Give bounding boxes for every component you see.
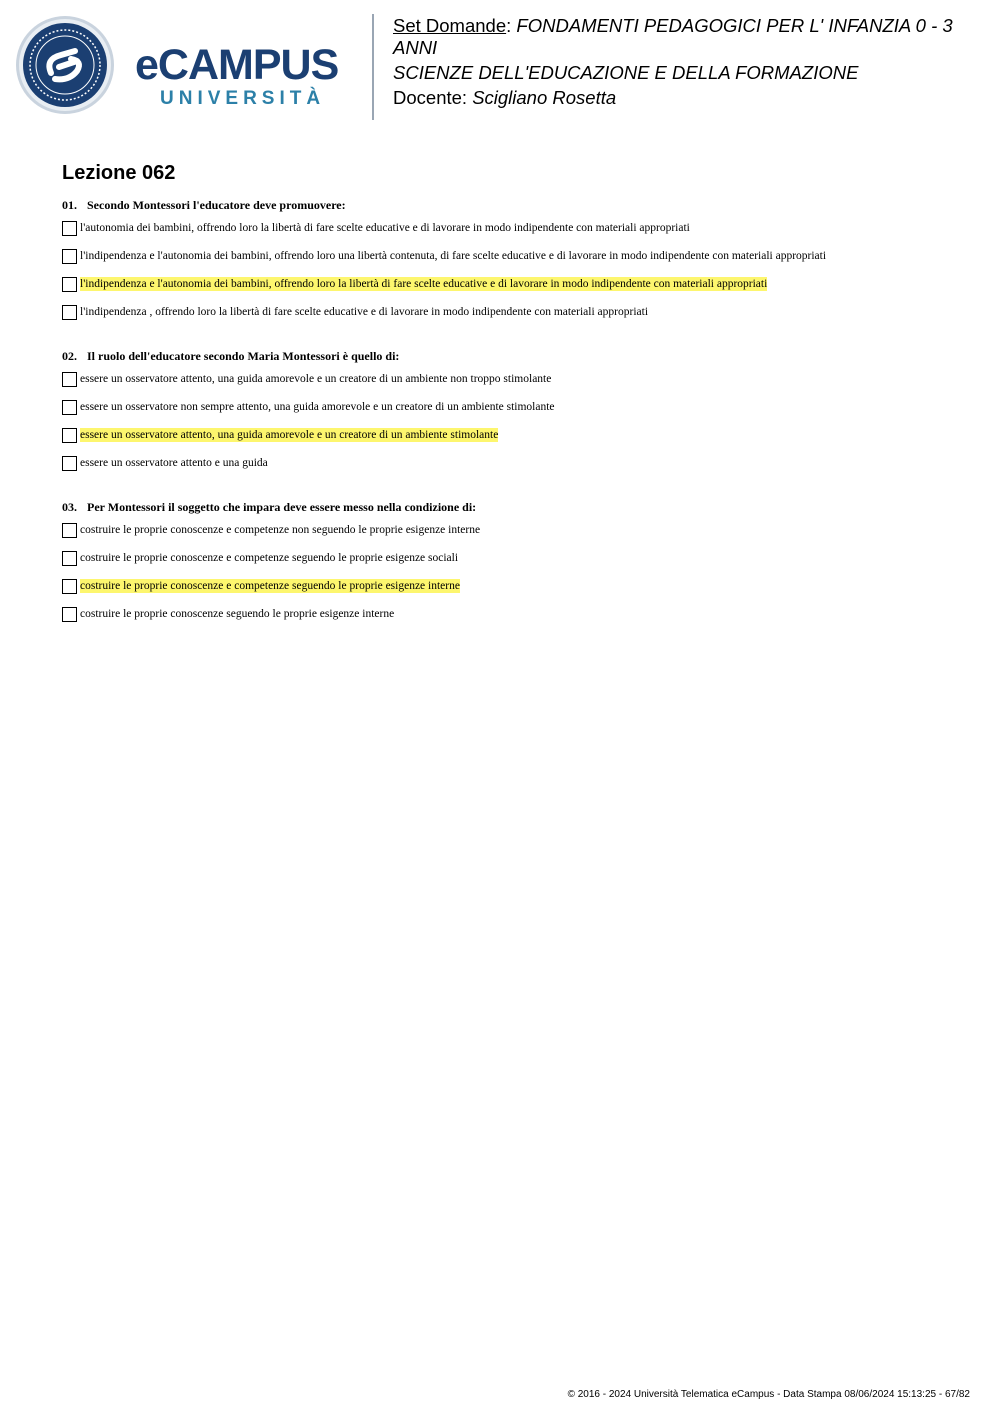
page-footer: © 2016 - 2024 Università Telematica eCampus - Data Stampa 08/06/2024 15:13:25 - 67/82 bbox=[567, 1389, 970, 1400]
answer-text: costruire le proprie conoscenze e competenze seguendo le proprie esigenze sociali bbox=[80, 552, 459, 564]
teacher-label: Docente: bbox=[393, 87, 468, 108]
answer-checkbox[interactable] bbox=[62, 428, 77, 443]
question-text: Secondo Montessori l'educatore deve promuovere: bbox=[87, 198, 346, 212]
set-label: Set Domande bbox=[393, 15, 507, 36]
answer-text: l'indipendenza e l'autonomia dei bambini, offrendo loro la libertà di fare scelte educative e di lavorare in modo indipendente con materiali appropriati bbox=[80, 278, 768, 290]
teacher-row bbox=[393, 87, 983, 109]
question-number: 03. bbox=[62, 500, 77, 514]
answer-option[interactable] bbox=[62, 600, 962, 628]
question-block bbox=[62, 498, 962, 628]
answer-checkbox[interactable] bbox=[62, 523, 77, 538]
set-title-line1: FONDAMENTI PEDAGOGICI PER L' INFANZIA 0 - 3 bbox=[516, 15, 953, 36]
set-title-row bbox=[393, 15, 983, 59]
answer-option[interactable] bbox=[62, 393, 962, 421]
answer-option[interactable] bbox=[62, 298, 962, 326]
answer-checkbox[interactable] bbox=[62, 372, 77, 387]
answer-text: l'indipendenza e l'autonomia dei bambini, offrendo loro una libertà contenuta, di fare scelte educative e di lavorare in modo indipendente con materiali appropriati bbox=[80, 250, 827, 262]
answer-checkbox[interactable] bbox=[62, 221, 77, 236]
ecampus-logo-subtitle: UNIVERSITÀ bbox=[160, 88, 326, 109]
answer-option[interactable] bbox=[62, 516, 962, 544]
answer-text: l'indipendenza , offrendo loro la libertà di fare scelte educative e di lavorare in modo indipendente con materiali appropriati bbox=[80, 306, 649, 318]
answer-text: essere un osservatore attento, una guida amorevole e un creatore di un ambiente non troppo stimolante bbox=[80, 373, 552, 385]
question-number: 02. bbox=[62, 349, 77, 363]
answer-checkbox[interactable] bbox=[62, 400, 77, 415]
answer-option[interactable] bbox=[62, 544, 962, 572]
answer-checkbox[interactable] bbox=[62, 305, 77, 320]
set-separator: : bbox=[506, 15, 512, 36]
answer-checkbox[interactable] bbox=[62, 607, 77, 622]
question-heading bbox=[62, 498, 962, 516]
question-number: 01. bbox=[62, 198, 77, 212]
question-heading bbox=[62, 196, 962, 214]
answer-checkbox[interactable] bbox=[62, 249, 77, 264]
answer-option[interactable] bbox=[62, 572, 962, 600]
set-title-line2: ANNI bbox=[393, 37, 438, 58]
question-heading bbox=[62, 347, 962, 365]
question-text: Per Montessori il soggetto che impara deve essere messo nella condizione di: bbox=[87, 500, 477, 514]
ecampus-logo-wordmark: eCAMPUS bbox=[135, 41, 339, 89]
header-info bbox=[393, 15, 983, 112]
header-divider bbox=[372, 14, 374, 120]
answer-option[interactable] bbox=[62, 214, 962, 242]
ecampus-seal-logo bbox=[15, 15, 115, 115]
answer-text: costruire le proprie conoscenze e competenze non seguendo le proprie esigenze interne bbox=[80, 524, 481, 536]
answer-option[interactable] bbox=[62, 449, 962, 477]
answer-text: essere un osservatore attento, una guida amorevole e un creatore di un ambiente stimolante bbox=[80, 429, 499, 441]
answer-checkbox[interactable] bbox=[62, 277, 77, 292]
answer-text: l'autonomia dei bambini, offrendo loro la libertà di fare scelte educative e di lavorare in modo indipendente con materiali appropriati bbox=[80, 222, 690, 234]
question-block bbox=[62, 347, 962, 477]
answer-text: essere un osservatore non sempre attento, una guida amorevole e un creatore di un ambiente stimolante bbox=[80, 401, 555, 413]
answer-option[interactable] bbox=[62, 270, 962, 298]
answer-option[interactable] bbox=[62, 421, 962, 449]
course-name: SCIENZE DELL'EDUCAZIONE E DELLA FORMAZIONE bbox=[393, 62, 859, 83]
lesson-title: Lezione 062 bbox=[62, 162, 176, 184]
answer-checkbox[interactable] bbox=[62, 551, 77, 566]
question-block bbox=[62, 196, 962, 326]
answer-option[interactable] bbox=[62, 365, 962, 393]
question-text: Il ruolo dell'educatore secondo Maria Montessori è quello di: bbox=[87, 349, 400, 363]
answer-text: costruire le proprie conoscenze seguendo le proprie esigenze interne bbox=[80, 608, 395, 620]
answer-text: costruire le proprie conoscenze e competenze seguendo le proprie esigenze interne bbox=[80, 580, 460, 592]
answer-option[interactable] bbox=[62, 242, 962, 270]
teacher-name: Scigliano Rosetta bbox=[472, 87, 617, 108]
answer-checkbox[interactable] bbox=[62, 579, 77, 594]
answer-checkbox[interactable] bbox=[62, 456, 77, 471]
answer-text: essere un osservatore attento e una guida bbox=[80, 457, 268, 469]
